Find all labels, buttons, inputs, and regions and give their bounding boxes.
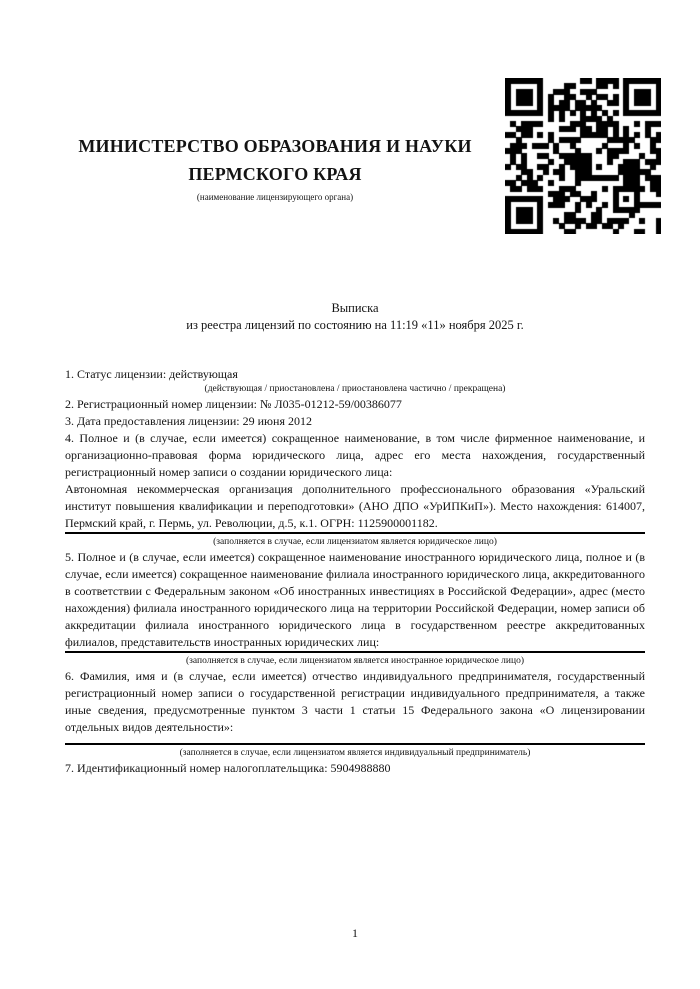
ministry-name-line2: ПЕРМСКОГО КРАЯ — [188, 164, 362, 184]
taxpayer-id-item: 7. Идентификационный номер налогоплательщика: 5904988880 — [65, 761, 391, 775]
qr-code-icon — [505, 78, 661, 234]
legal-entity-fill-rule — [65, 532, 645, 549]
ministry-header — [65, 132, 485, 203]
status-options-caption: (действующая / приостановлена / приостановлена частично / прекращена) — [204, 384, 506, 394]
entrepreneur-rule-caption: (заполняется в случае, если лицензиатом является индивидуальный предприниматель) — [179, 748, 531, 758]
license-status-item: 1. Статус лицензии: действующая — [65, 367, 238, 381]
grant-date-item: 3. Дата предоставления лицензии: 29 июня 2012 — [65, 414, 312, 428]
licensing-authority-caption: (наименование лицензирующего органа) — [196, 192, 354, 202]
document-title — [65, 300, 645, 334]
page-number: 1 — [352, 926, 358, 940]
foreign-entity-item-label: 5. Полное и (в случае, если имеется) сокращенное наименование иностранного юридического лица, полное и (в случае, если имеется) сокращенное наименование филиала иностранного юридического лица, аккредитованного в соответствии с Федеральным законом «Об иностранных инвестициях в Российской Федерации», адрес (место нахождения) филиала иностранного юридического лица на территории Российской Федерации, номер записи об аккредитации филиала иностранного юридического лица в государственном реестре аккредитованных филиалов, представительств иностранных юридических лиц: — [65, 550, 645, 649]
entrepreneur-fill-rule — [65, 743, 645, 760]
foreign-entity-rule-caption: (заполняется в случае, если лицензиатом является иностранное юридическое лицо) — [186, 656, 524, 666]
document-title-line2: из реестра лицензий по состоянию на 11:19 «11» ноября 2025 г. — [186, 318, 524, 332]
ministry-name-line1: МИНИСТЕРСТВО ОБРАЗОВАНИЯ И НАУКИ — [78, 136, 472, 156]
legal-entity-item-value: Автономная некоммерческая организация дополнительного профессионального образования «Уральский институт повышения квалификации и переподготовки» (АНО ДПО «УрИПКиП»). Место нахождения: 614007, Пермский край, г. Пермь, ул. Революции, д.5, к.1. ОГРН: 1125900001182. — [65, 482, 645, 530]
registration-number-item: 2. Регистрационный номер лицензии: № Л035-01212-59/00386077 — [65, 397, 402, 411]
document-title-line1: Выписка — [331, 301, 379, 315]
document-body — [65, 366, 645, 777]
legal-entity-rule-caption: (заполняется в случае, если лицензиатом является юридическое лицо) — [213, 537, 497, 547]
foreign-entity-fill-rule — [65, 651, 645, 668]
legal-entity-item-label: 4. Полное и (в случае, если имеется) сокращенное наименование, в том числе фирменное наименование, и организационно-правовая форма юридического лица, адрес его места нахождения, государственный регистрационный номер записи о создании юридического лица: — [65, 431, 645, 479]
entrepreneur-item-label: 6. Фамилия, имя и (в случае, если имеется) отчество индивидуального предпринимателя, государственный регистрационный номер записи о государственной регистрации индивидуального предпринимателя, а также иные сведения, предусмотренные пунктом 3 части 1 статьи 15 Федерального закона «О лицензировании отдельных видов деятельности»: — [65, 669, 645, 734]
